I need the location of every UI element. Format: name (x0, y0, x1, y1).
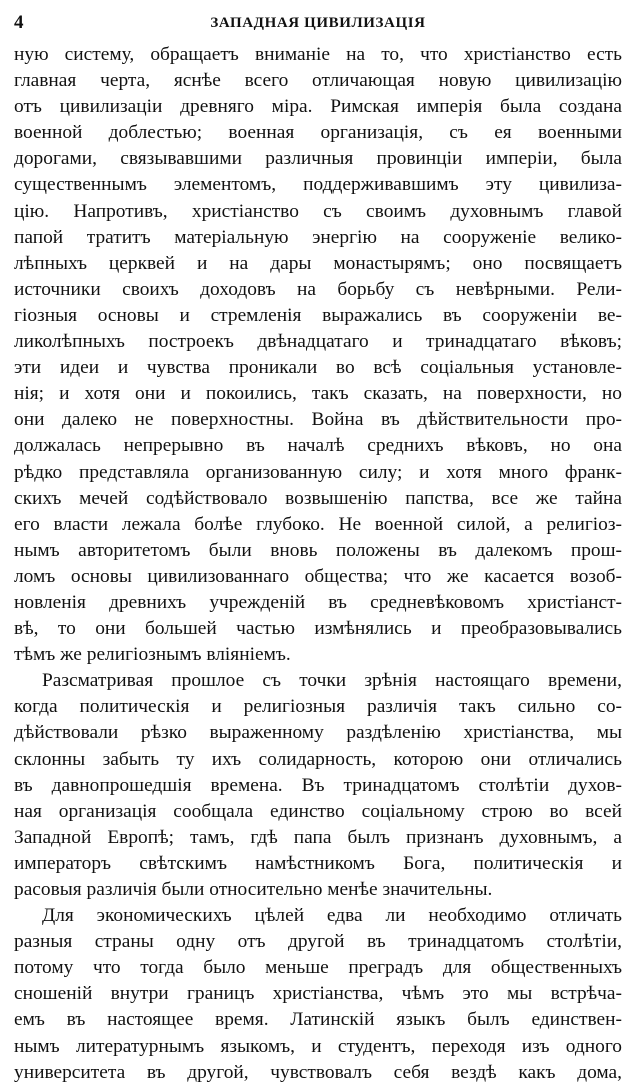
text-line: разныя страны одну отъ другой въ тринадцатомъ столѣтіи, (14, 931, 622, 953)
text-line: нія; и хотя они и покоились, такъ сказать, на поверхности, но (14, 383, 622, 405)
text-line: гіозныя основы и стремленія выражались въ сооруженіи ве- (14, 304, 622, 326)
text-line: сношеній внутри границъ христіанства, чѣмъ это мы встрѣча- (14, 983, 622, 1005)
text-line: они далеко не поверхностны. Война въ дѣйствительности про- (14, 409, 622, 431)
text-line: университета въ другой, чувствовалъ себя вездѣ какъ дома, (14, 1061, 622, 1083)
text-line: должалась непрерывно въ началѣ среднихъ вѣковъ, но она (14, 435, 622, 457)
paragraph-1 (14, 42, 622, 668)
text-line: существеннымъ элементомъ, поддерживавшимъ эту цивилиза- (14, 174, 622, 196)
text-line: ломъ основы цивилизованнаго общества; что же касается возоб- (14, 565, 622, 587)
text-line: новленія древнихъ учрежденій въ средневѣковомъ христіанст- (14, 591, 622, 613)
text-line: ликолѣпныхъ построекъ двѣнадцатаго и тринадцатаго вѣковъ; (14, 331, 622, 353)
text-line: въ давнопрошедшія времена. Въ тринадцатомъ столѣтіи духов- (14, 774, 622, 796)
running-title: ЗАПАДНАЯ ЦИВИЛИЗАЦІЯ (210, 15, 426, 31)
text-line: когда политическія и религіозныя различія такъ сильно со- (14, 696, 622, 718)
text-line: папой тратитъ матеріальную энергію на сооруженіе велико- (14, 226, 622, 248)
text-line: Для экономическихъ цѣлей едва ли необходимо отличать (42, 905, 622, 927)
text-line: нымъ авторитетомъ были вновь положены въ далекомъ прош- (14, 539, 622, 561)
page-header (14, 10, 622, 38)
text-line: ная организація сообщала единство соціальному строю во всей (14, 800, 622, 822)
text-line: скихъ мечей содѣйствовало возвышенію папства, все же тайна (14, 487, 622, 509)
text-line: цію. Напротивъ, христіанство съ своимъ духовнымъ главой (14, 200, 622, 222)
text-line: рѣдко представляла организованную силу; и хотя много франк- (14, 461, 622, 483)
text-line: емъ въ настоящее время. Латинскій языкъ былъ единствен- (14, 1009, 622, 1031)
text-line: вѣ, то они большей частью измѣнялись и преобразовывались (14, 618, 622, 640)
text-line: военной доблестью; военная организація, съ ея военными (14, 122, 622, 144)
text-line: его власти лежала болѣе глубоко. Не военной силой, а религіоз- (14, 513, 622, 535)
paragraph-3 (14, 903, 622, 1086)
text-line: императоръ свѣтскимъ намѣстникомъ Бога, политическія и (14, 852, 622, 874)
text-line: Западной Европѣ; тамъ, гдѣ папа былъ признанъ духовнымъ, а (14, 826, 622, 848)
text-line: расовыя различія были относительно менѣе значительны. (14, 879, 493, 900)
text-line: эти идеи и чувства проникали во всѣ соціальныя установле- (14, 357, 622, 379)
text-line: источники своихъ доходовъ на борьбу съ невѣрными. Рели- (14, 278, 622, 300)
page-number: 4 (14, 12, 24, 33)
text-body (14, 42, 622, 1086)
paragraph-2 (14, 668, 622, 903)
text-line: отъ цивилизаціи древняго міра. Римская имперія была создана (14, 96, 622, 118)
document-page (14, 10, 622, 1083)
text-line: главная черта, яснѣе всего отличающая новую цивилизацію (14, 70, 622, 92)
text-line: склонны забыть ту ихъ солидарность, которою они отличались (14, 748, 622, 770)
text-line: нымъ литературнымъ языкомъ, и студентъ, переходя изъ одного (14, 1035, 622, 1057)
text-line: дорогами, связывавшими различныя провинціи имперіи, была (14, 148, 622, 170)
text-line: дѣйствовали рѣзко выраженному раздѣленію христіанства, мы (14, 722, 622, 744)
text-line: потому что тогда было меньше преградъ для общественныхъ (14, 957, 622, 979)
text-line: лѣпныхъ церквей и на дары монастырямъ; оно посвящаетъ (14, 252, 622, 274)
text-line: Разсматривая прошлое съ точки зрѣнія настоящаго времени, (42, 670, 622, 692)
text-line: тѣмъ же религіознымъ вліяніемъ. (14, 644, 291, 666)
text-line: ную систему, обращаетъ вниманіе на то, что христіанство есть (14, 44, 622, 65)
